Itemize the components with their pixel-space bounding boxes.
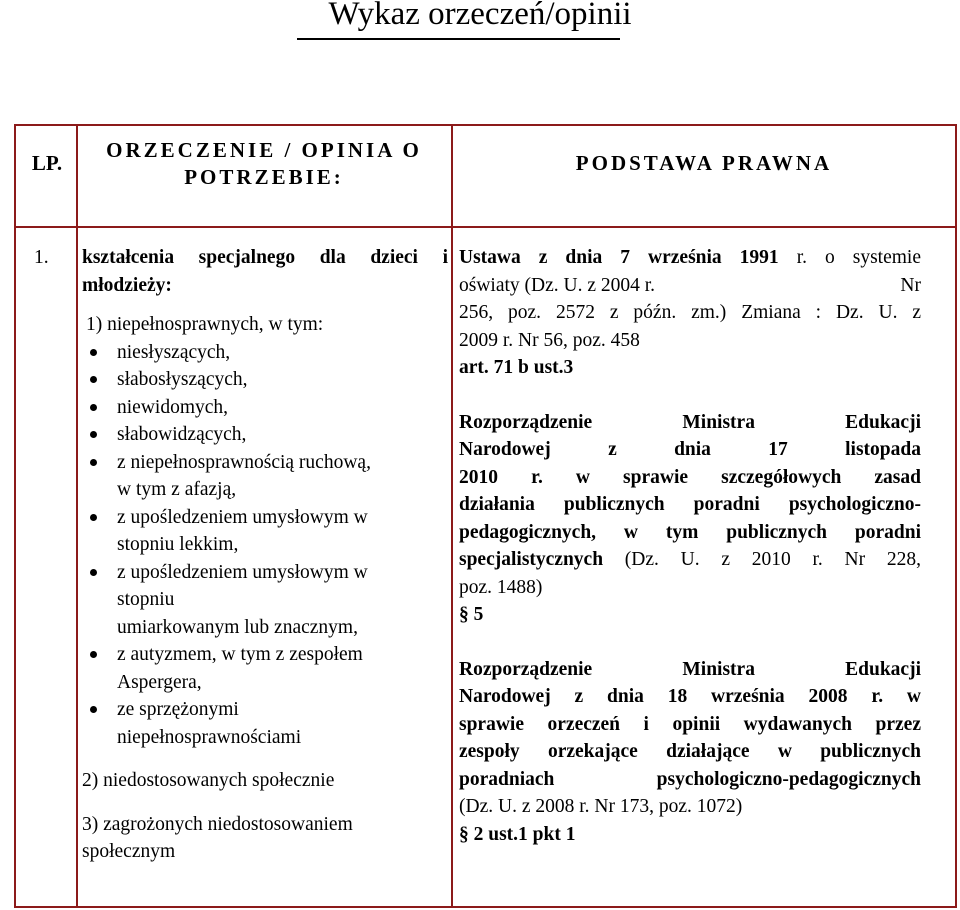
legal-line: art. 71 b ust.3 [459,357,574,378]
list-item [82,421,448,449]
legal-line: Rozporządzenie Ministra Edukacji [459,658,921,680]
legal-line [459,683,921,711]
legal-line [459,546,921,574]
legal-block-rozporzadzenie-2010 [459,409,921,629]
legal-bold-text: 2010 [459,466,498,488]
legal-bold-text: specjalistycznych [459,549,604,570]
orzeczenie-cell [82,244,448,866]
legal-block-rozporzadzenie-2008 [459,656,921,849]
intro-line1: kształcenia specjalnego dla dzieci i [82,247,448,268]
legal-bold-text: Narodowej z dnia 18 września 2008 r. [459,686,884,707]
legal-line: pedagogicznych, w tym publicznych poradni [459,521,921,543]
bullet-icon [90,651,97,658]
legal-text: r. w sprawie szczegółowych zasad [498,466,921,488]
bullet-icon [90,706,97,713]
bullet-icon [90,569,97,576]
legal-line: (Dz. U. z 2008 r. Nr 173, poz. 1072) [459,796,743,817]
column-divider-lp [76,124,78,908]
header-lp: LP. [31,151,63,175]
list-item-text: z autyzmem, w tym z zespołem [117,644,363,665]
legal-line: Narodowej z dnia 17 listopada [459,439,921,460]
legal-block-ustawa [459,244,921,382]
legal-text: oświaty (Dz. U. z 2004 r. [459,274,656,296]
list-item [82,339,448,367]
list-item-text: umiarkowanym lub znacznym, [117,616,358,638]
bullet-icon [90,376,97,383]
legal-line: 2009 r. Nr 56, poz. 458 [459,329,640,351]
bullet-icon [90,514,97,521]
list-item-text: w tym z afazją, [117,479,237,500]
list-item-text: stopniu lekkim, [117,534,239,555]
group-3-line2: społecznym [82,841,176,862]
legal-text: r. o systemie [778,247,921,268]
list-item-text: słabowidzących, [117,424,247,445]
list-item [82,449,448,504]
header-orzeczenie-line2: POTRZEBIE: [184,165,344,189]
list-item [82,696,448,751]
group-3-line1: 3) zagrożonych niedostosowaniem [82,813,353,835]
list-item-text: słabosłyszących, [117,369,248,390]
legal-bold-text: Ustawa z dnia 7 września 1991 [459,247,779,268]
list-item [82,366,448,394]
list-item [82,394,448,422]
legal-line: Rozporządzenie Ministra Edukacji [459,411,921,433]
legal-line: działania publicznych poradni psychologiczno- [459,494,921,515]
legal-line: § 2 ust.1 pkt 1 [459,823,576,845]
bullet-icon [90,404,97,411]
group-1: 1) niepełnosprawnych, w tym: [86,314,324,335]
legal-text: (Dz. U. z 2010 r. Nr 228, [603,549,921,570]
legal-line: § 5 [459,604,484,625]
list-item-text: z niepełnosprawnością ruchową, [117,451,371,473]
legal-text: Nr [900,274,921,296]
legal-line: sprawie orzeczeń i opinii wydawanych przez [459,713,921,735]
legal-line: poradniach psychologiczno-pedagogicznych [459,768,921,790]
legal-text: w [883,686,921,707]
list-item-text: stopniu [117,589,175,610]
list-item [82,641,448,696]
legal-line: zespoły orzekające działające w publicznych [459,741,921,762]
bullet-icon [90,459,97,466]
list-item [82,504,448,559]
header-divider [14,226,957,228]
legal-basis-cell [459,244,921,848]
column-divider-main [451,124,453,908]
list-item [82,559,448,642]
title-underline [297,38,620,40]
list-item-text: z upośledzeniem umysłowym w [117,561,368,583]
header-orzeczenie-line1: ORZECZENIE / OPINIA O [106,138,422,162]
header-podstawa: PODSTAWA PRAWNA [575,151,833,175]
list-item-text: Aspergera, [117,671,202,693]
bullet-icon [90,349,97,356]
list-item-text: niepełnosprawnościami [117,726,302,748]
list-item-text: niesłyszących, [117,341,231,363]
list-item-text: z upośledzeniem umysłowym w [117,506,368,528]
legal-line [459,464,921,492]
intro-line2: młodzieży: [82,274,172,296]
header-orzeczenie [78,137,450,191]
list-item-text: niewidomych, [117,396,229,418]
row-number: 1. [34,247,49,268]
legal-line [459,244,921,272]
bullet-icon [90,431,97,438]
group-2: 2) niedostosowanych społecznie [82,770,335,791]
list-item-text: ze sprzężonymi [117,699,239,720]
legal-line: 256, poz. 2572 z późn. zm.) Zmiana : Dz. U. z [459,302,921,323]
legal-line: poz. 1488) [459,576,543,598]
page-title: Wykaz orzeczeń/opinii [328,0,632,32]
legal-line [459,272,921,300]
